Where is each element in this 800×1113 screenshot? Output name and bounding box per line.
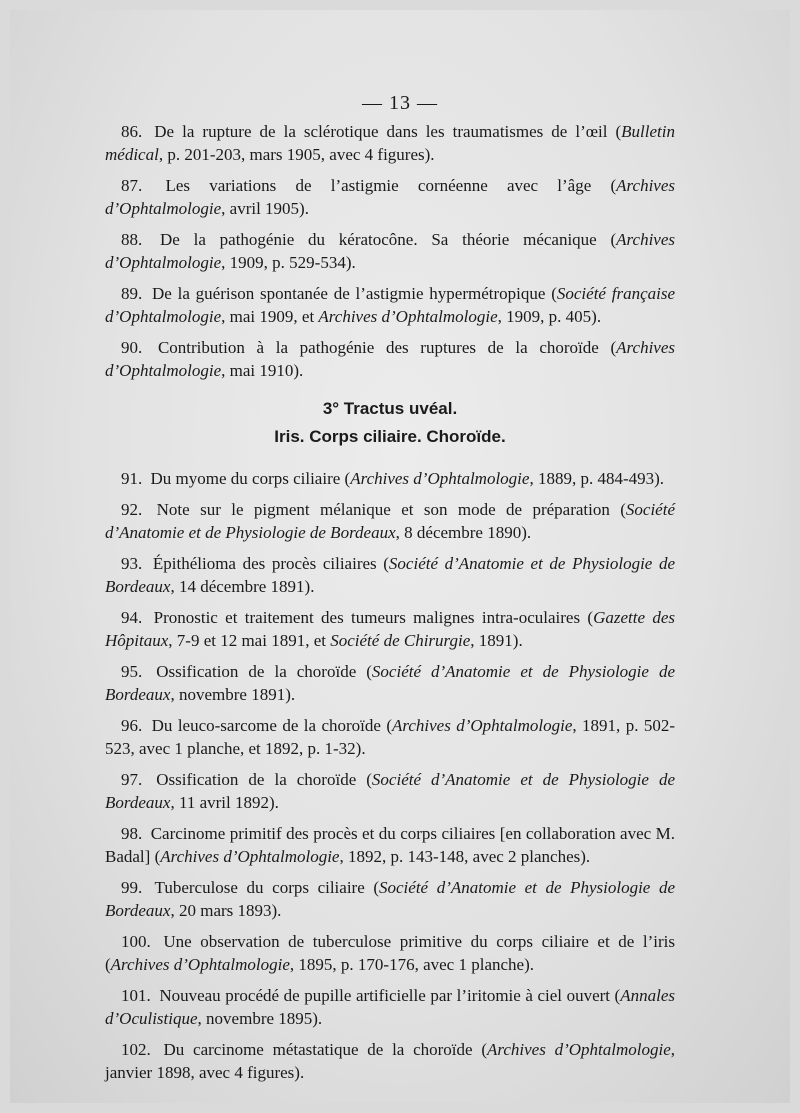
entry-number: 88. <box>121 230 143 249</box>
entry-number: 87. <box>121 176 143 195</box>
entry-number: 97. <box>121 770 143 789</box>
entry-text: Ossification de la choroïde (Société d’Anatomie et de Physiologie de Bordeaux, novembre 1891). <box>105 662 675 704</box>
entry-number: 100. <box>121 932 151 951</box>
bibliography-entry <box>105 768 675 814</box>
bibliography-entry <box>105 984 675 1030</box>
entry-text: Du myome du corps ciliaire (Archives d’Ophtalmologie, 1889, p. 484-493). <box>150 469 665 488</box>
bibliography-entry <box>105 228 675 274</box>
entry-text: De la guérison spontanée de l’astigmie hypermétropique (Société française d’Ophtalmologie, mai 1909, et Archives d’Ophtalmologie, 1909, p. 405). <box>105 284 675 326</box>
entry-number: 91. <box>121 469 143 488</box>
bibliography-entry <box>105 467 675 490</box>
entry-text: Ossification de la choroïde (Société d’Anatomie et de Physiologie de Bordeaux, 11 avril 1892). <box>105 770 675 812</box>
entry-text: Épithélioma des procès ciliaires (Société d’Anatomie et de Physiologie de Bordeaux, 14 décembre 1891). <box>105 554 676 596</box>
page-number: — 13 — <box>362 92 438 114</box>
bibliography-entry <box>105 660 675 706</box>
spacer <box>105 382 675 398</box>
entries-uveal-tract <box>105 467 675 1084</box>
bibliography-entry <box>105 174 675 220</box>
entry-text: Du carcinome métastatique de la choroïde (Archives d’Ophtalmologie, janvier 1898, avec 4 figures). <box>105 1040 676 1082</box>
bibliography-entry <box>105 552 675 598</box>
entry-text: Les variations de l’astigmie cornéenne avec l’âge (Archives d’Ophtalmologie, avril 1905). <box>105 176 676 218</box>
entry-text: Une observation de tuberculose primitive du corps ciliaire et de l’iris (Archives d’Ophtalmologie, 1895, p. 170-176, avec 1 planche). <box>105 932 676 974</box>
entry-number: 92. <box>121 500 143 519</box>
entry-number: 102. <box>121 1040 151 1059</box>
section-heading: 3° Tractus uvéal. <box>322 399 458 418</box>
entry-text: Contribution à la pathogénie des ruptures de la choroïde (Archives d’Ophtalmologie, mai 1910). <box>105 338 676 380</box>
entry-number: 93. <box>121 554 143 573</box>
entry-text: Note sur le pigment mélanique et son mode de préparation (Société d’Anatomie et de Physiologie de Bordeaux, 8 décembre 1890). <box>105 500 675 542</box>
bibliography-entry <box>105 282 675 328</box>
entry-text: Carcinome primitif des procès et du corps ciliaires [en collaboration avec M. Badal] (Archives d’Ophtalmologie, 1892, p. 143-148, avec 2 planches). <box>105 824 675 866</box>
entry-text: De la rupture de la sclérotique dans les traumatismes de l’œil (Bulletin médical, p. 201-203, mars 1905, avec 4 figures). <box>105 122 675 164</box>
entry-text: Nouveau procédé de pupille artificielle par l’iritomie à ciel ouvert (Annales d’Oculistique, novembre 1895). <box>105 986 676 1028</box>
entry-number: 86. <box>121 122 143 141</box>
entry-text: Tuberculose du corps ciliaire (Société d’Anatomie et de Physiologie de Bordeaux, 20 mars 1893). <box>105 878 675 920</box>
entry-number: 98. <box>121 824 143 843</box>
bibliography-entry <box>105 498 675 544</box>
entry-number: 101. <box>121 986 151 1005</box>
bibliography-entry <box>105 606 675 652</box>
entry-number: 90. <box>121 338 143 357</box>
entry-number: 94. <box>121 608 143 627</box>
entry-text: Du leuco-sarcome de la choroïde (Archives d’Ophtalmologie, 1891, p. 502-523, avec 1 planche, et 1892, p. 1-32). <box>105 716 676 758</box>
entry-number: 95. <box>121 662 143 681</box>
bibliography-entry <box>105 876 675 922</box>
entry-number: 99. <box>121 878 143 897</box>
spacer <box>105 448 675 467</box>
bibliography-entry <box>105 714 675 760</box>
bibliography-entry <box>105 930 675 976</box>
bibliography-list <box>105 120 675 1084</box>
section-subheading: Iris. Corps ciliaire. Choroïde. <box>274 427 506 446</box>
entry-text: Pronostic et traitement des tumeurs malignes intra-oculaires (Gazette des Hôpitaux, 7-9 et 12 mai 1891, et Société de Chirurgie, 1891). <box>105 608 676 650</box>
bibliography-entry <box>105 120 675 166</box>
bibliography-entry <box>105 336 675 382</box>
entry-number: 96. <box>121 716 143 735</box>
entry-text: De la pathogénie du kératocône. Sa théorie mécanique (Archives d’Ophtalmologie, 1909, p. 529-534). <box>105 230 676 272</box>
entry-number: 89. <box>121 284 143 303</box>
entries-ocular-globe <box>105 120 675 382</box>
bibliography-entry <box>105 1038 675 1084</box>
bibliography-entry <box>105 822 675 868</box>
